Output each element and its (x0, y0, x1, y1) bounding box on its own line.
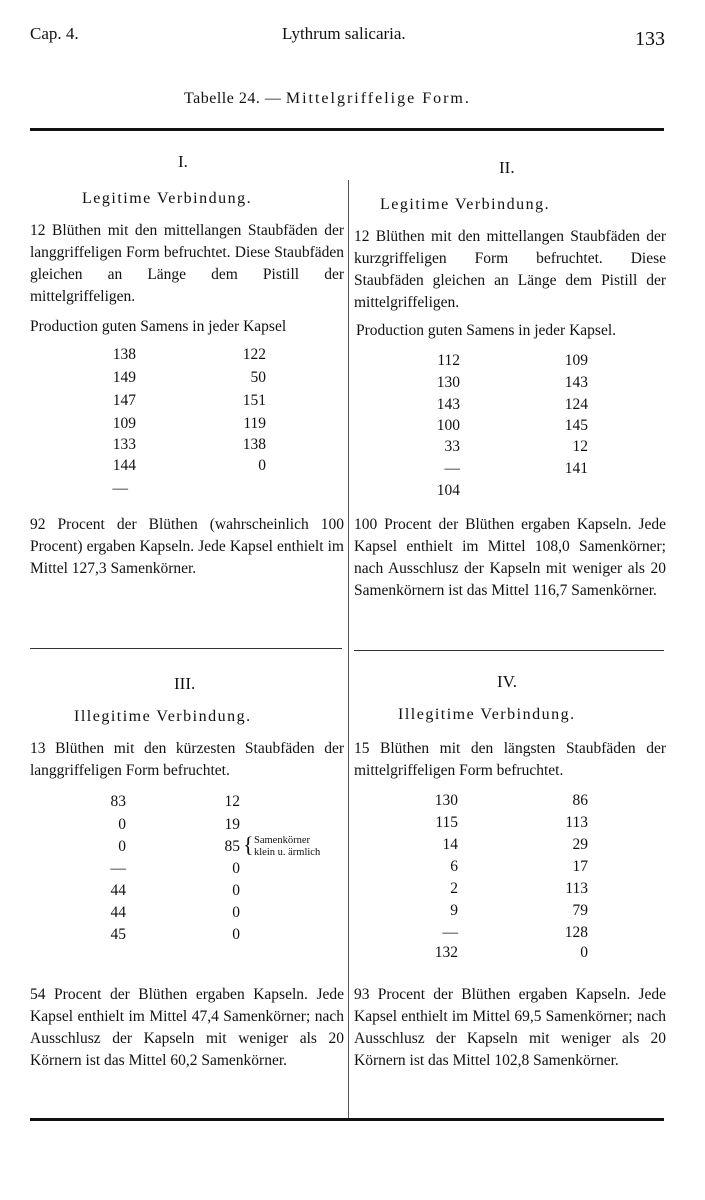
section-ii-col2-value: 143 (564, 374, 588, 391)
section-iii-col2-value: 19 (224, 816, 240, 833)
chapter-label: Cap. 4. (30, 24, 79, 43)
section-iv-col2-value: 29 (572, 836, 588, 853)
section-iii-col1-value: 44 (110, 904, 126, 921)
section-iv-col2-value: 17 (572, 858, 588, 875)
section-iv-description: 15 Blüthen mit den längsten Staubfäden der mittelgriffeligen Form befruchtet. (354, 740, 666, 779)
section-iv-col1-value: 130 (434, 792, 458, 809)
brace-icon: { (243, 832, 254, 857)
section-i-summary: 92 Procent der Blüthen (wahrscheinlich 100 Procent) ergaben Kapseln. Jede Kapsel enthielt im Mittel 127,3 Samenkörner. (30, 516, 344, 577)
section-ii-description: 12 Blüthen mit den mittellangen Staubfäden der kurzgriffeligen Form befruchtet. Diese Staubfäden gleichen an Länge dem Pistill der mittelgriffeligen. (354, 228, 666, 311)
section-i-numeral: I. (178, 152, 188, 171)
section-iii-col1-value: 83 (110, 793, 126, 810)
section-iii-note-line1: Samenkörner (254, 835, 310, 846)
section-i-col2-value: 50 (250, 369, 266, 386)
table-title (184, 90, 471, 108)
table-title-prefix: Tabelle 24. — (184, 90, 282, 107)
section-iv-col1-value: 14 (442, 836, 458, 853)
section-iv-col2-value: 0 (580, 944, 588, 961)
section-i-col1-value: 109 (112, 415, 136, 432)
section-iii-col2-value: 0 (232, 904, 240, 921)
section-i-col1-value: 147 (112, 392, 136, 409)
running-title: Lythrum salicaria. (282, 24, 406, 43)
section-iv-col2-value: 128 (564, 924, 588, 941)
section-ii-numeral: II. (499, 158, 515, 177)
section-iv-col2-value: 113 (565, 814, 588, 831)
section-i-col1-value: 149 (112, 369, 136, 386)
section-iv-col1-value: 6 (450, 858, 458, 875)
section-i-heading: Legitime Verbindung. (82, 190, 253, 207)
section-iv-col2-value: 86 (572, 792, 588, 809)
section-ii-col1-value: 143 (436, 396, 460, 413)
section-i-col2-value: 0 (258, 457, 266, 474)
section-iii-col1-value: 45 (110, 926, 126, 943)
section-iii-col2-value: 0 (232, 926, 240, 943)
bottom-rule (30, 1118, 664, 1121)
section-i-production: Production guten Samens in jeder Kapsel (30, 318, 287, 335)
section-ii-col2-value: 141 (564, 460, 588, 477)
section-i-col1-value: 138 (112, 346, 136, 363)
section-iii-col2-value: 0 (232, 882, 240, 899)
section-ii-col2-value: 12 (572, 438, 588, 455)
section-iii-col1-value: 44 (110, 882, 126, 899)
section-iii-col1-value: — (110, 860, 126, 877)
section-iv-heading: Illegitime Verbindung. (398, 706, 576, 723)
section-ii-production: Production guten Samens in jeder Kapsel. (356, 322, 617, 339)
mid-rule-left (30, 648, 342, 649)
section-ii-col1-value: 100 (436, 417, 460, 434)
section-i-col1-value: 144 (112, 457, 136, 474)
section-ii-col2-value: 124 (564, 396, 588, 413)
section-i-col2-value: 122 (242, 346, 266, 363)
section-ii-summary: 100 Procent der Blüthen ergaben Kapseln. Jede Kapsel enthielt im Mittel 108,0 Samenkörner; nach Ausschlusz der Kapseln mit weniger als 20 Samenkörnern ist das Mittel 116,7 Samenkörner. (354, 516, 666, 599)
section-iii-description: 13 Blüthen mit den kürzesten Staubfäden der langgriffeligen Form befruchtet. (30, 740, 344, 779)
section-ii-col1-value: 104 (436, 482, 460, 499)
section-iv-col2-value: 79 (572, 902, 588, 919)
section-i-description: 12 Blüthen mit den mittellangen Staubfäden der langgriffeligen Form befruchtet. Diese Staubfäden gleichen an Länge dem Pistill der mittelgriffeligen. (30, 222, 344, 305)
section-i-col2-value: 151 (242, 392, 266, 409)
section-iv-col1-value: 115 (435, 814, 458, 831)
section-iii-summary: 54 Procent der Blüthen ergaben Kapseln. Jede Kapsel enthielt im Mittel 47,4 Samenkörner; nach Ausschlusz der Kapseln mit weniger als 20 Körnern ist das Mittel 60,2 Samenkörner. (30, 986, 344, 1069)
section-ii-col2-value: 145 (564, 417, 588, 434)
section-i-col2-value: 119 (243, 415, 266, 432)
section-iv-col1-value: — (442, 924, 458, 941)
section-iv-summary: 93 Procent der Blüthen ergaben Kapseln. Jede Kapsel enthielt im Mittel 69,5 Samenkörner; nach Ausschlusz der Kapseln mit weniger als 20 Körnern ist das Mittel 102,8 Samenkörner. (354, 986, 666, 1069)
section-iii-numeral: III. (174, 674, 196, 693)
section-ii-heading: Legitime Verbindung. (380, 196, 551, 213)
section-iv-col1-value: 9 (450, 902, 458, 919)
section-ii-col1-value: — (444, 460, 460, 477)
section-iii-col2-value: 0 (232, 860, 240, 877)
top-rule (30, 128, 664, 131)
section-iv-col1-value: 132 (434, 944, 458, 961)
table-title-name: Mittelgriffelige Form. (285, 90, 471, 107)
section-iii-col1-value: 0 (118, 838, 126, 855)
section-ii-col1-value: 130 (436, 374, 460, 391)
section-iv-col2-value: 113 (565, 880, 588, 897)
section-iv-col1-value: 2 (450, 880, 458, 897)
section-ii-col1-value: 112 (437, 352, 460, 369)
section-iii-col1-value: 0 (118, 816, 126, 833)
mid-rule-right (354, 650, 664, 651)
section-iii-note-line2: klein u. ärmlich (254, 847, 321, 858)
column-divider (348, 180, 349, 1118)
section-i-col2-value: 138 (242, 436, 266, 453)
page-number: 133 (635, 28, 665, 50)
section-i-col1-value: — (112, 480, 128, 497)
section-ii-col2-value: 109 (564, 352, 588, 369)
section-iv-numeral: IV. (497, 672, 517, 691)
section-iii-col2-value: 12 (224, 793, 240, 810)
section-iii-col2-value: 85 (224, 838, 240, 855)
section-i-col1-value: 133 (112, 436, 136, 453)
section-ii-col1-value: 33 (444, 438, 460, 455)
section-iii-heading: Illegitime Verbindung. (74, 708, 252, 725)
